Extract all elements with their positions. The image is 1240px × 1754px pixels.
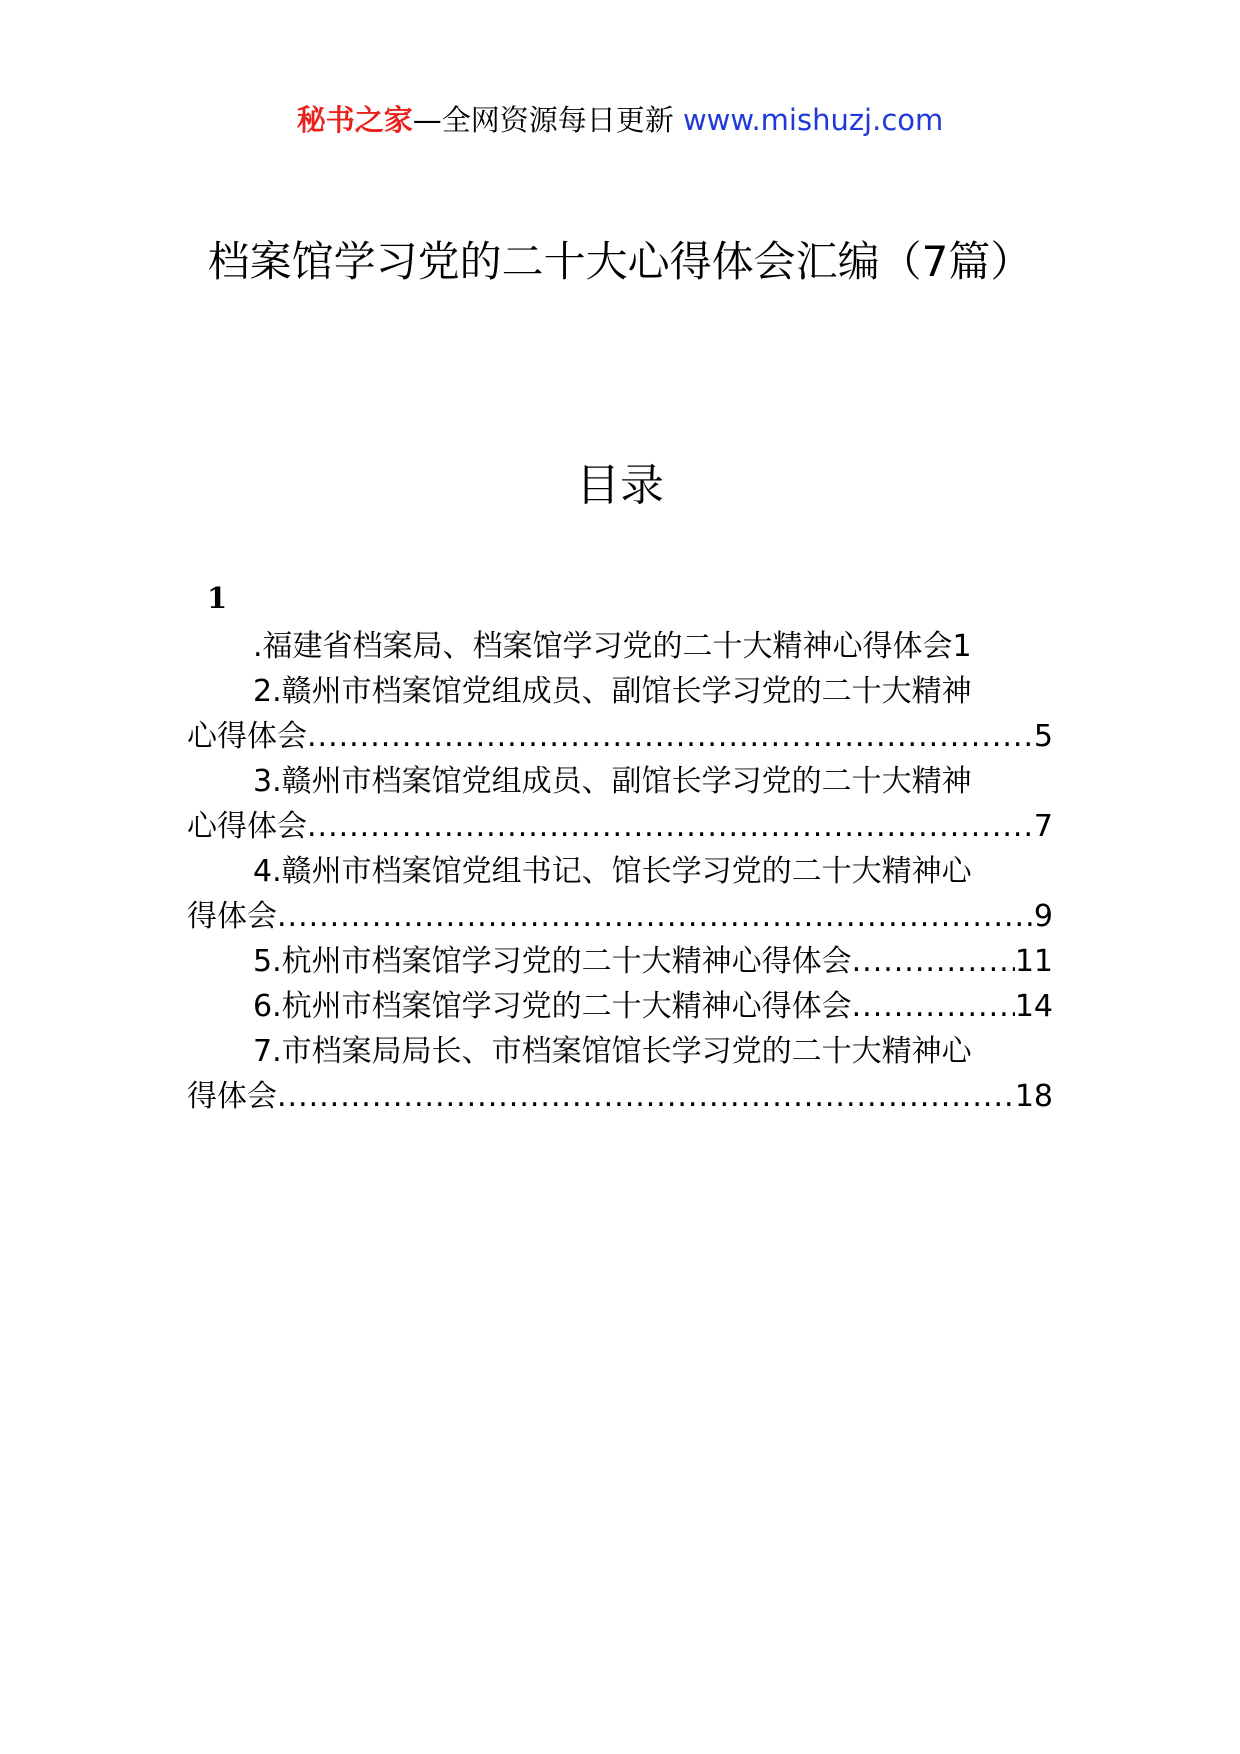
toc-leader-dots	[307, 714, 1034, 759]
site-header	[0, 100, 1240, 140]
toc-entry-2[interactable]	[187, 669, 1053, 759]
toc-entry-7[interactable]	[187, 1029, 1053, 1119]
toc-leader-dots	[852, 939, 1015, 984]
table-of-contents	[187, 624, 1053, 1119]
site-tagline: —全网资源每日更新	[412, 103, 674, 137]
toc-entry-text: 2.赣州市档案馆党组成员、副馆长学习党的二十大精神	[253, 674, 972, 709]
site-url-link[interactable]: www.mishuzj.com	[682, 103, 944, 137]
toc-entry-text-continued: 心得体会	[187, 719, 307, 754]
toc-entry-text: 7.市档案局局长、市档案馆馆长学习党的二十大精神心	[253, 1034, 972, 1069]
toc-leader-dots	[277, 1074, 1015, 1119]
toc-leader-dots	[307, 804, 1034, 849]
toc-entry-page: 7	[1033, 809, 1053, 844]
toc-entry-6[interactable]	[187, 984, 1053, 1029]
toc-entry-text: 6.杭州市档案馆学习党的二十大精神心得体会	[253, 989, 852, 1024]
toc-entry-page: 5	[1033, 719, 1053, 754]
toc-heading: 目录	[576, 460, 664, 511]
toc-entry-page: 18	[1014, 1079, 1053, 1114]
toc-leader-dots	[277, 894, 1034, 939]
toc-entry-4[interactable]	[187, 849, 1053, 939]
toc-entry-page: 9	[1033, 899, 1053, 934]
toc-entry-page: 14	[1014, 989, 1053, 1024]
site-brand: 秘书之家	[296, 103, 413, 137]
toc-entry-page: 1	[952, 629, 972, 664]
toc-leader-dots	[852, 984, 1015, 1029]
toc-entry-text: 3.赣州市档案馆党组成员、副馆长学习党的二十大精神	[253, 764, 972, 799]
toc-entry-text-continued: 得体会	[187, 899, 277, 934]
toc-entry-3[interactable]	[187, 759, 1053, 849]
toc-entry-text-continued: 心得体会	[187, 809, 307, 844]
toc-list-number: 1	[207, 581, 228, 615]
toc-entry-text: .福建省档案局、档案馆学习党的二十大精神心得体会	[253, 629, 953, 664]
toc-entry-text-continued: 得体会	[187, 1079, 277, 1114]
toc-entry-page: 11	[1014, 944, 1053, 979]
toc-entry-1[interactable]	[187, 624, 1053, 669]
toc-entry-text: 5.杭州市档案馆学习党的二十大精神心得体会	[253, 944, 852, 979]
toc-entry-5[interactable]	[187, 939, 1053, 984]
document-title: 档案馆学习党的二十大心得体会汇编（7篇）	[207, 237, 1033, 286]
toc-entry-text: 4.赣州市档案馆党组书记、馆长学习党的二十大精神心	[253, 854, 972, 889]
